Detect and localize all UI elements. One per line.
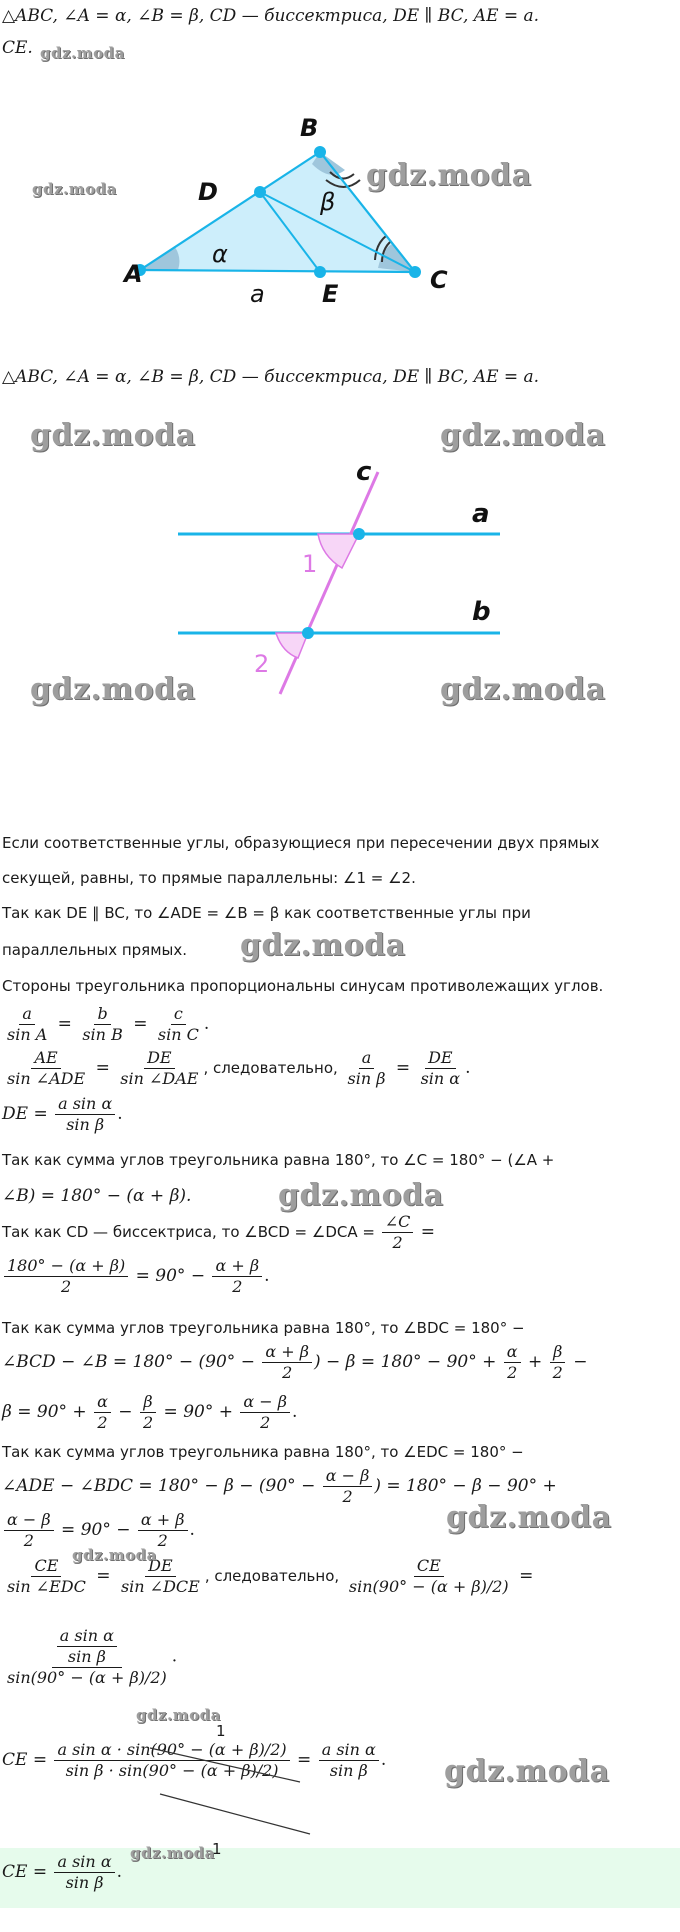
- cancel-strokes: [150, 1742, 320, 1838]
- rule-line-2: секущей, равны, то прямые параллельны: ∠1 = ∠2.: [2, 869, 416, 887]
- sum-c-line-1: Так как сумма углов треугольника равна 180°, то ∠C = 180° − (∠A +: [2, 1151, 555, 1169]
- watermark: gdz.moda: [40, 44, 125, 62]
- watermark: gdz.moda: [278, 1178, 444, 1213]
- sines-rule-line: Стороны треугольника пропорциональны синусам противолежащих углов.: [2, 977, 604, 995]
- bisector-line-2: $\frac{180^\circ - (\alpha + \beta)}{2}$ = 90° − $\frac{\alpha + \beta}{2}$ .: [2, 1256, 270, 1297]
- cross-mark: 1: [212, 1840, 222, 1858]
- label-c: c: [356, 460, 372, 487]
- label-angle-1: 1: [302, 550, 318, 578]
- watermark: gdz.moda: [72, 1546, 157, 1564]
- label-b: B: [300, 114, 319, 142]
- triangle-figure: [120, 110, 580, 310]
- label-a: a: [472, 499, 490, 529]
- point-e: [314, 266, 326, 278]
- find-line: CE.: [2, 38, 33, 58]
- law-of-sines: $\frac{a}{\text{sin A}}$ = $\frac{b}{\text{sin B}}$ = $\frac{c}{\text{sin C}}$ .: [7, 1004, 210, 1044]
- answer-line: CE = $\frac{\text{a sin α}}{\text{sin β}}$ .: [2, 1852, 123, 1892]
- angle-1-arc: [318, 534, 359, 568]
- point-intersect-a: [353, 528, 365, 540]
- label-side-a: a: [250, 280, 265, 308]
- secant-c: [280, 472, 378, 694]
- ratio-edc: $\frac{CE}{\text{sin ∠EDC}}$ = $\frac{DE}{\text{sin ∠DCE}}$ , следовательно, $\frac{CE}{\sin(90^\circ - (\alpha + \beta)/2)}$ =: [7, 1556, 534, 1596]
- rule-line-1: Если соответственные углы, образующиеся при пересечении двух прямых: [2, 834, 600, 852]
- watermark: gdz.moda: [446, 1500, 612, 1535]
- bdc-line-3: β = 90° + $\frac{\alpha}{2}$ − $\frac{\beta}{2}$ = 90° + $\frac{\alpha - \beta}{2}$ .: [2, 1392, 298, 1432]
- sum-c-line-2: ∠B) = 180° − (α + β).: [2, 1186, 192, 1206]
- watermark: gdz.moda: [30, 672, 196, 707]
- label-alpha: α: [212, 240, 228, 268]
- label-angle-2: 2: [254, 650, 270, 678]
- label-beta: β: [320, 188, 336, 216]
- ratio-edc-2: $\frac{\frac{\text{a sin α}}{\text{sin β}}}{\sin(90^\circ - (\alpha + \beta)/2)}$ .: [7, 1626, 178, 1687]
- watermark: gdz.moda: [30, 418, 196, 453]
- cross-mark: 1: [216, 1722, 226, 1740]
- watermark: gdz.moda: [440, 672, 606, 707]
- condition-line-repeat: △ABC, ∠A = α, ∠B = β, CD — биссектриса, DE ∥ BC, AE = a.: [2, 367, 540, 387]
- edc-line-2: ∠ADE − ∠BDC = 180° − β − (90° − $\frac{\alpha - \beta}{2}$ ) = 180° − β − 90° +: [2, 1466, 557, 1506]
- bdc-line-2: ∠BCD − ∠B = 180° − (90° − $\frac{\alpha + \beta}{2}$ ) − β = 180° − 90° + $\frac{\alpha}{2}$ + $\frac{\beta}{2}$ −: [2, 1342, 588, 1382]
- watermark: gdz.moda: [130, 1844, 215, 1862]
- angle-2-arc: [276, 633, 308, 658]
- watermark: gdz.moda: [444, 1754, 610, 1789]
- label-d: D: [198, 178, 218, 206]
- bdc-line-1: Так как сумма углов треугольника равна 180°, то ∠BDC = 180° −: [2, 1319, 525, 1337]
- label-c: C: [430, 266, 448, 294]
- label-b: b: [472, 597, 491, 627]
- condition-line: △ABC, ∠A = α, ∠B = β, CD — биссектриса, DE ∥ BC, AE = a.: [2, 6, 540, 26]
- watermark: gdz.moda: [240, 928, 406, 963]
- watermark: gdz.moda: [366, 158, 532, 193]
- step1-line-2: параллельных прямых.: [2, 941, 187, 959]
- watermark: gdz.moda: [136, 1706, 221, 1724]
- point-d: [254, 186, 266, 198]
- label-e: E: [322, 280, 339, 308]
- watermark: gdz.moda: [32, 180, 117, 198]
- de-formula: DE = $\frac{\text{a sin α}}{\text{sin β}}$ .: [2, 1094, 123, 1134]
- bisector-line: Так как CD — биссектриса, то ∠BCD = ∠DCA = $\frac{\angle C}{2}$ =: [2, 1212, 436, 1252]
- point-intersect-b: [302, 627, 314, 639]
- ce-calc: CE = $\frac{\text{a sin α · sin(90° − (α + β)/2)}}{\text{sin β · sin(90° − (α + β)/2)}}$ = $\frac{\text{a sin α}}{\text{sin β}}$ .: [2, 1740, 387, 1780]
- label-a: A: [124, 260, 143, 288]
- point-c: [409, 266, 421, 278]
- step1-line-1: Так как DE ∥ BC, то ∠ADE = ∠B = β как соответственные углы при: [2, 904, 531, 922]
- edc-line-1: Так как сумма углов треугольника равна 180°, то ∠EDC = 180° −: [2, 1443, 524, 1461]
- edc-line-3: $\frac{\alpha - \beta}{2}$ = 90° − $\frac{\alpha + \beta}{2}$ .: [2, 1510, 195, 1551]
- ratio-ade: $\frac{AE}{\text{sin ∠ADE}}$ = $\frac{DE}{\text{sin ∠DAE}}$ , следовательно, $\frac{a}{\text{sin β}}$ = $\frac{DE}{\text{sin α}}$ .: [7, 1048, 471, 1088]
- watermark: gdz.moda: [440, 418, 606, 453]
- point-b: [314, 146, 326, 158]
